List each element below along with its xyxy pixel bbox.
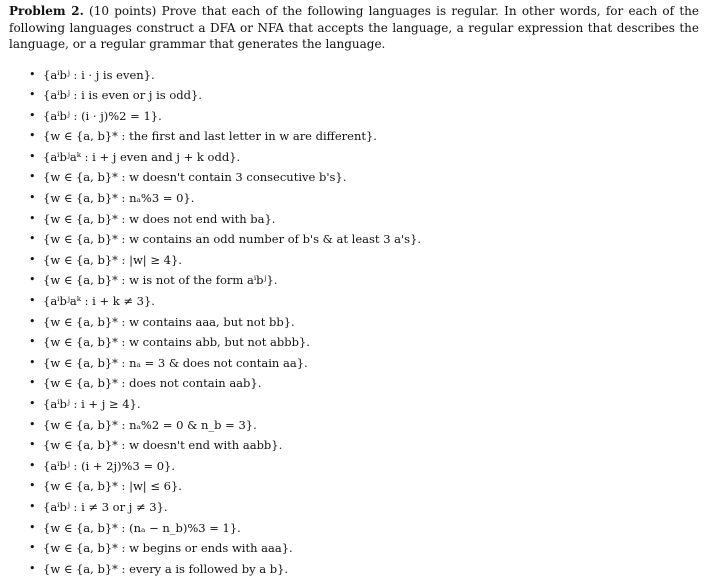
language-item — [9, 497, 699, 518]
language-expression: {w ∈ {a, b}* : (nₐ − n_b)%3 = 1}. — [43, 520, 241, 535]
language-item — [9, 538, 699, 559]
language-item — [9, 559, 699, 580]
language-item — [9, 394, 699, 415]
language-item — [9, 435, 699, 456]
language-expression: {w ∈ {a, b}* : w begins or ends with aaa}. — [43, 541, 293, 556]
document — [9, 3, 699, 579]
language-expression: {aⁱbʲaᵏ : i + j even and j + k odd}. — [43, 149, 241, 164]
bullet-icon: • — [29, 129, 36, 143]
language-expression: {aⁱbʲ : (i + 2j)%3 = 0}. — [43, 458, 176, 473]
bullet-icon: • — [29, 294, 36, 308]
language-expression: {w ∈ {a, b}* : |w| ≥ 4}. — [43, 252, 182, 267]
language-expression: {w ∈ {a, b}* : w does not end with ba}. — [43, 211, 276, 226]
language-expression: {w ∈ {a, b}* : w doesn't end with aabb}. — [43, 438, 283, 453]
bullet-icon: • — [29, 273, 36, 287]
language-expression: {w ∈ {a, b}* : every a is followed by a b}. — [43, 561, 289, 576]
language-item — [9, 65, 699, 86]
language-list — [9, 65, 699, 580]
language-item — [9, 518, 699, 539]
bullet-icon: • — [29, 335, 36, 349]
bullet-icon: • — [29, 191, 36, 205]
bullet-icon: • — [29, 479, 36, 493]
language-expression: {w ∈ {a, b}* : the first and last letter in w are different}. — [43, 129, 377, 144]
language-expression: {w ∈ {a, b}* : w contains abb, but not abbb}. — [43, 335, 310, 350]
bullet-icon: • — [29, 67, 36, 81]
language-item — [9, 456, 699, 477]
bullet-icon: • — [29, 541, 36, 555]
language-expression: {w ∈ {a, b}* : w contains an odd number of b's & at least 3 a's}. — [43, 232, 422, 247]
language-item — [9, 291, 699, 312]
language-item — [9, 167, 699, 188]
bullet-icon: • — [29, 520, 36, 534]
language-expression: {aⁱbʲaᵏ : i + k ≠ 3}. — [43, 294, 155, 309]
language-expression: {aⁱbʲ : (i · j)%2 = 1}. — [43, 108, 162, 123]
language-expression: {w ∈ {a, b}* : nₐ%3 = 0}. — [43, 191, 195, 206]
language-expression: {aⁱbʲ : i · j is even}. — [43, 67, 155, 82]
problem-text: (10 points) Prove that each of the following languages is regular. In other words, for each of the following languages construct a DFA or NFA that accepts the language, a regular expression that describes the language, or a regular grammar that generates the language. — [9, 4, 699, 51]
language-item — [9, 188, 699, 209]
language-item — [9, 476, 699, 497]
language-item — [9, 85, 699, 106]
language-item — [9, 332, 699, 353]
language-item — [9, 250, 699, 271]
language-expression: {aⁱbʲ : i ≠ 3 or j ≠ 3}. — [43, 499, 168, 514]
language-item — [9, 229, 699, 250]
bullet-icon: • — [29, 499, 36, 513]
language-expression: {w ∈ {a, b}* : |w| ≤ 6}. — [43, 479, 182, 494]
language-expression: {w ∈ {a, b}* : w doesn't contain 3 consecutive b's}. — [43, 170, 347, 185]
bullet-icon: • — [29, 438, 36, 452]
language-expression: {w ∈ {a, b}* : nₐ = 3 & does not contain aa}. — [43, 355, 308, 370]
language-expression: {w ∈ {a, b}* : w contains aaa, but not bb}. — [43, 314, 295, 329]
language-item — [9, 106, 699, 127]
bullet-icon: • — [29, 88, 36, 102]
bullet-icon: • — [29, 108, 36, 122]
language-expression: {aⁱbʲ : i + j ≥ 4}. — [43, 397, 141, 411]
language-expression: {w ∈ {a, b}* : w is not of the form aⁱbʲ}. — [43, 273, 278, 288]
bullet-icon: • — [29, 355, 36, 369]
language-item — [9, 270, 699, 291]
bullet-icon: • — [29, 211, 36, 225]
language-expression: {aⁱbʲ : i is even or j is odd}. — [43, 88, 202, 103]
bullet-icon: • — [29, 561, 36, 575]
language-item — [9, 126, 699, 147]
bullet-icon: • — [29, 314, 36, 328]
language-expression: {w ∈ {a, b}* : does not contain aab}. — [43, 376, 262, 391]
problem-heading: Problem 2. — [9, 4, 84, 18]
language-item — [9, 415, 699, 436]
bullet-icon: • — [29, 417, 36, 431]
language-item — [9, 147, 699, 168]
language-expression: {w ∈ {a, b}* : nₐ%2 = 0 & n_b = 3}. — [43, 417, 257, 432]
bullet-icon: • — [29, 232, 36, 246]
bullet-icon: • — [29, 252, 36, 266]
bullet-icon: • — [29, 458, 36, 472]
language-item — [9, 312, 699, 333]
language-item — [9, 373, 699, 394]
language-item — [9, 209, 699, 230]
problem-statement — [9, 3, 699, 53]
language-item — [9, 353, 699, 374]
bullet-icon: • — [29, 149, 36, 163]
bullet-icon: • — [29, 376, 36, 390]
bullet-icon: • — [29, 170, 36, 184]
bullet-icon: • — [29, 397, 36, 410]
